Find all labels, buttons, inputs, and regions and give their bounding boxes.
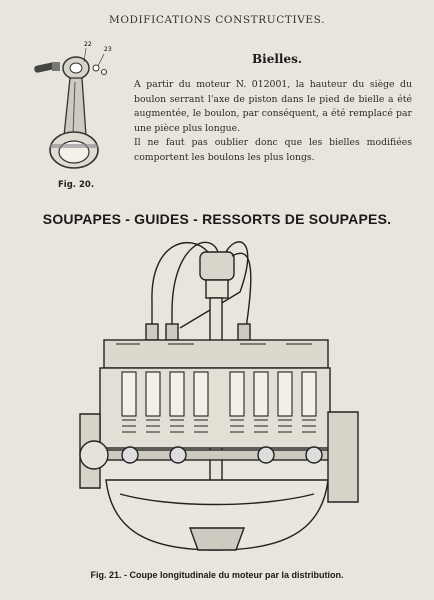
engine-cross-section-illustration bbox=[60, 232, 380, 562]
main-heading: SOUPAPES - GUIDES - RESSORTS DE SOUPAPES. bbox=[42, 211, 392, 227]
body-text bbox=[134, 78, 412, 165]
paragraph-1: A partir du moteur N. 012001, la hauteur du siège du boulon serrant l'axe de piston dans le pied de bielle a été augmentée, le boulon, par conséquent, a été remplacé par une pièce plus longue. bbox=[134, 79, 412, 134]
figure-20-caption: Fig. 20. bbox=[58, 180, 95, 190]
figure-21-caption: Fig. 21. - Coupe longitudinale du moteur par la distribution. bbox=[90, 570, 344, 580]
running-head: MODIFICATIONS CONSTRUCTIVES. bbox=[108, 14, 326, 26]
callout-22: 22 bbox=[84, 41, 92, 48]
paragraph-2: Il ne faut pas oublier donc que les bielles modifiées comportent les boulons les plus longs. bbox=[134, 137, 412, 163]
connecting-rod-illustration bbox=[26, 36, 126, 176]
callout-23: 23 bbox=[104, 46, 112, 53]
section-title: Bielles. bbox=[252, 52, 303, 66]
